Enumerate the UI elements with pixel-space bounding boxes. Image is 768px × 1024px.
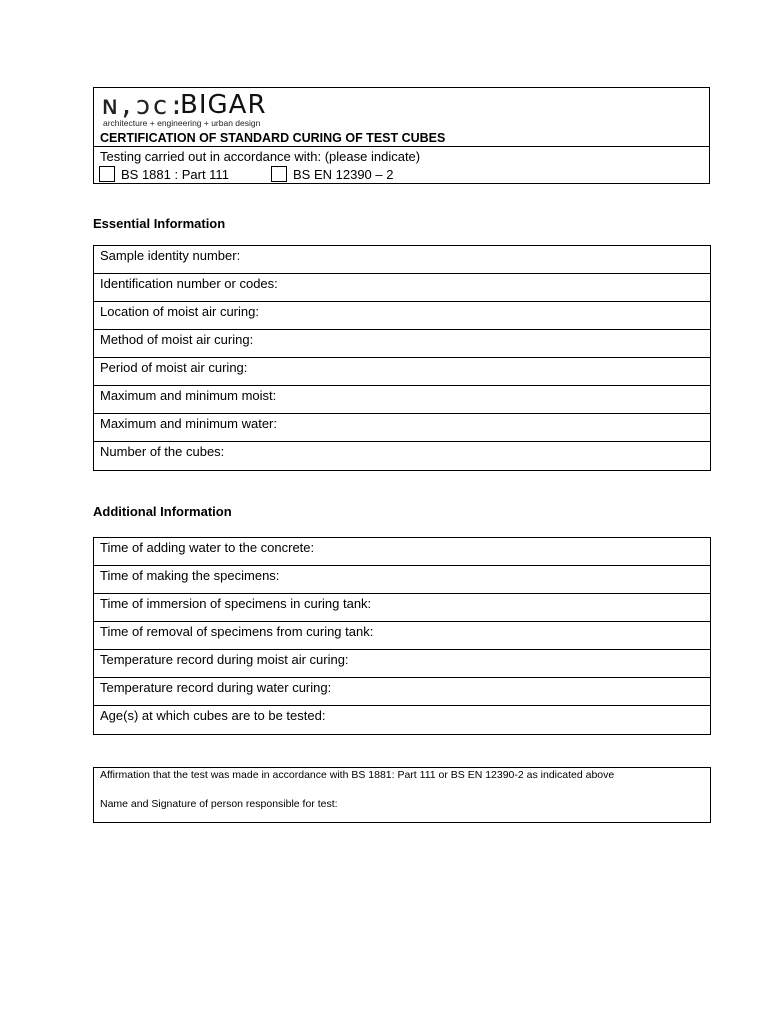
field-label: Maximum and minimum moist: [100,388,277,403]
field-sample-identity-number[interactable] [94,246,710,274]
field-time-making-specimens[interactable] [94,566,710,594]
field-label: Sample identity number: [100,248,241,263]
field-method-moist-air-curing[interactable] [94,330,710,358]
additional-info-heading: Additional Information [93,504,232,519]
checkbox-bs-1881[interactable] [99,166,115,182]
testing-instruction: Testing carried out in accordance with: (please indicate) [100,149,421,164]
field-temp-moist-air-curing[interactable] [94,650,710,678]
checkbox-bs-en-12390[interactable] [271,166,287,182]
field-label: Period of moist air curing: [100,360,248,375]
logo-mark: ɴ,ɔc: [102,91,186,121]
field-label: Identification number or codes: [100,276,278,291]
affirmation-box [93,767,711,823]
option-bs-en-12390-label: BS EN 12390 – 2 [293,166,394,182]
field-label: Temperature record during water curing: [100,680,332,695]
affirmation-statement: Affirmation that the test was made in accordance with BS 1881: Part 111 or BS EN 12390-2 as indicated above [100,769,615,781]
field-label: Temperature record during moist air curing: [100,652,349,667]
option-bs-1881[interactable] [99,165,229,183]
field-max-min-moist[interactable] [94,386,710,414]
field-age-cubes-tested[interactable] [94,706,710,734]
logo-wordmark: BIGAR [180,90,267,120]
field-max-min-water[interactable] [94,414,710,442]
company-logo [102,91,292,129]
field-label: Method of moist air curing: [100,332,254,347]
field-time-immersion[interactable] [94,594,710,622]
field-label: Time of adding water to the concrete: [100,540,315,555]
field-location-moist-air-curing[interactable] [94,302,710,330]
option-bs-1881-label: BS 1881 : Part 111 [121,166,229,182]
signature-field[interactable]: Name and Signature of person responsible for test: [100,798,338,810]
field-label: Time of removal of specimens from curing tank: [100,624,374,639]
additional-info-table [93,537,711,735]
document-title: CERTIFICATION OF STANDARD CURING OF TEST CUBES [100,131,446,145]
field-label: Location of moist air curing: [100,304,259,319]
option-bs-en-12390[interactable] [271,165,393,183]
field-label: Maximum and minimum water: [100,416,277,431]
field-period-moist-air-curing[interactable] [94,358,710,386]
field-label: Time of making the specimens: [100,568,280,583]
field-label: Time of immersion of specimens in curing tank: [100,596,372,611]
header-divider [94,146,709,147]
field-label: Number of the cubes: [100,444,225,459]
header-box [93,87,710,184]
logo-tagline: architecture + engineering + urban design [103,118,261,128]
essential-info-table [93,245,711,471]
essential-info-heading: Essential Information [93,216,226,231]
field-identification-number[interactable] [94,274,710,302]
field-number-of-cubes[interactable] [94,442,710,470]
field-time-removal[interactable] [94,622,710,650]
field-temp-water-curing[interactable] [94,678,710,706]
field-label: Age(s) at which cubes are to be tested: [100,708,326,723]
field-time-adding-water[interactable] [94,538,710,566]
